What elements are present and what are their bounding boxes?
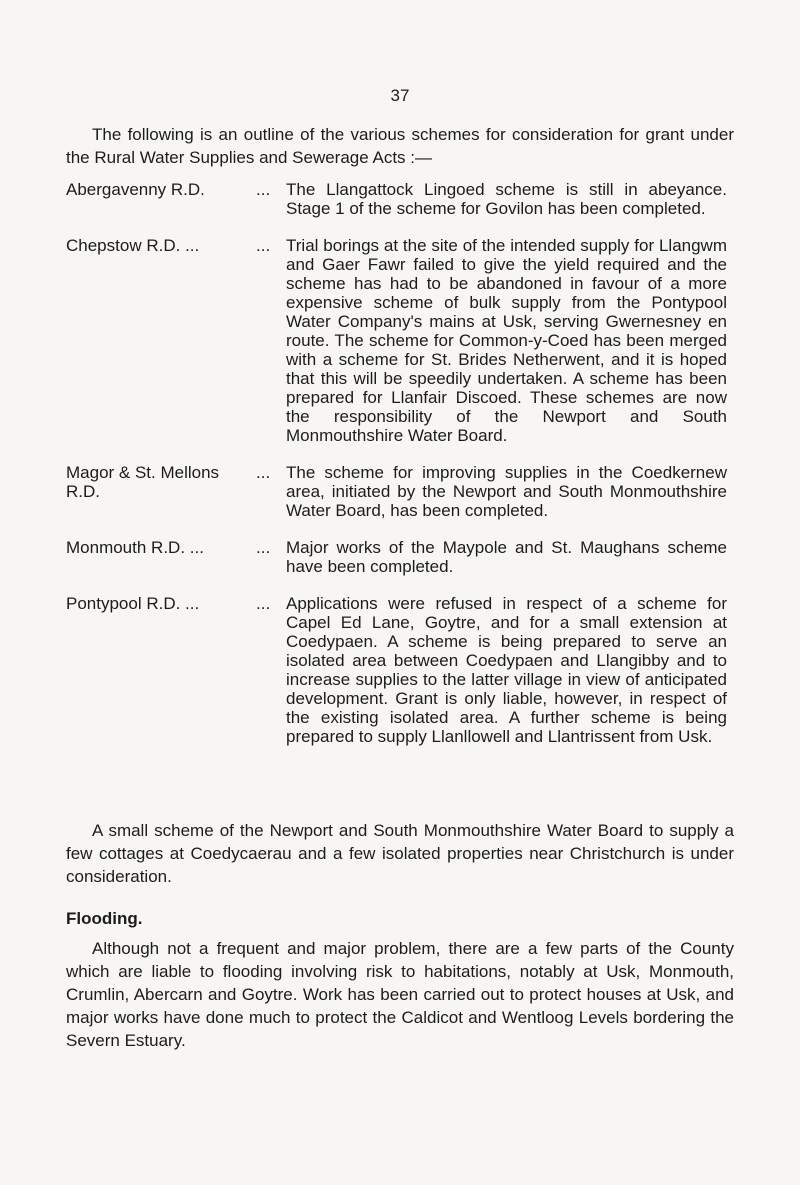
scheme-row-magor <box>66 463 734 520</box>
scheme-description: The scheme for improving supplies in the Coedkernew area, initiated by the Newport and South Monmouthshire Water Board, has been completed. <box>286 463 727 520</box>
page-number: 37 <box>390 86 410 105</box>
leader-dots: ... <box>256 180 271 199</box>
schemes-list <box>66 180 734 764</box>
flooding-heading: Flooding. <box>66 909 143 928</box>
intro-paragraph: The following is an outline of the various schemes for consideration for grant under the Rural Water Supplies and Sewerage Acts :— <box>66 125 734 167</box>
scheme-row-chepstow <box>66 236 734 445</box>
district-name: Magor & St. Mellons R.D. <box>66 463 220 501</box>
scheme-row-pontypool <box>66 594 734 746</box>
leader-dots: ... <box>256 463 271 482</box>
scheme-row-monmouth <box>66 538 734 576</box>
scheme-description: Applications were refused in respect of a scheme for Capel Ed Lane, Goytre, and for a small extension at Coedypaen. A scheme is being prepared to serve an isolated area between Coedypaen and Llangibby and to increase supplies to the latter village in view of anticipated development. Grant is only liable, however, in respect of the existing isolated area. A further scheme is being prepared to supply Llanllowell and Llantrissent from Usk. <box>286 594 727 746</box>
district-name: Abergavenny R.D. <box>66 180 205 199</box>
district-name: Pontypool R.D. ... <box>66 594 200 613</box>
leader-dots: ... <box>256 594 271 613</box>
district-name: Chepstow R.D. ... <box>66 236 200 255</box>
scheme-row-abergavenny <box>66 180 734 218</box>
flooding-paragraph: Although not a frequent and major problem, there are a few parts of the County which are liable to flooding involving risk to habitations, notably at Usk, Monmouth, Crumlin, Abercarn and Goytre. Work has been carried out to protect houses at Usk, and major works have done much to protect the Caldicot and Wentloog Levels bordering the Severn Estuary. <box>66 939 734 1050</box>
scheme-description: The Llangattock Lingoed scheme is still in abeyance. Stage 1 of the scheme for Govilon has been completed. <box>286 180 727 218</box>
closing-paragraph: A small scheme of the Newport and South Monmouthshire Water Board to supply a few cottages at Coedycaerau and a few isolated properties near Christchurch is under consideration. <box>66 821 734 886</box>
scheme-description: Major works of the Maypole and St. Maughans scheme have been completed. <box>286 538 727 576</box>
district-name: Monmouth R.D. ... <box>66 538 204 557</box>
scheme-description: Trial borings at the site of the intended supply for Llangwm and Gaer Fawr failed to give the yield required and the scheme has had to be abandoned in favour of a more expensive scheme of bulk supply from the Pontypool Water Company's mains at Usk, serving Gwernesney en route. The scheme for Common-y-Coed has been merged with a scheme for St. Brides Netherwent, and it is hoped that this will be speedily undertaken. A scheme has been prepared for Llanfair Discoed. These schemes are now the responsibility of the Newport and South Monmouthshire Water Board. <box>286 236 727 445</box>
leader-dots: ... <box>256 538 271 557</box>
leader-dots: ... <box>256 236 271 255</box>
